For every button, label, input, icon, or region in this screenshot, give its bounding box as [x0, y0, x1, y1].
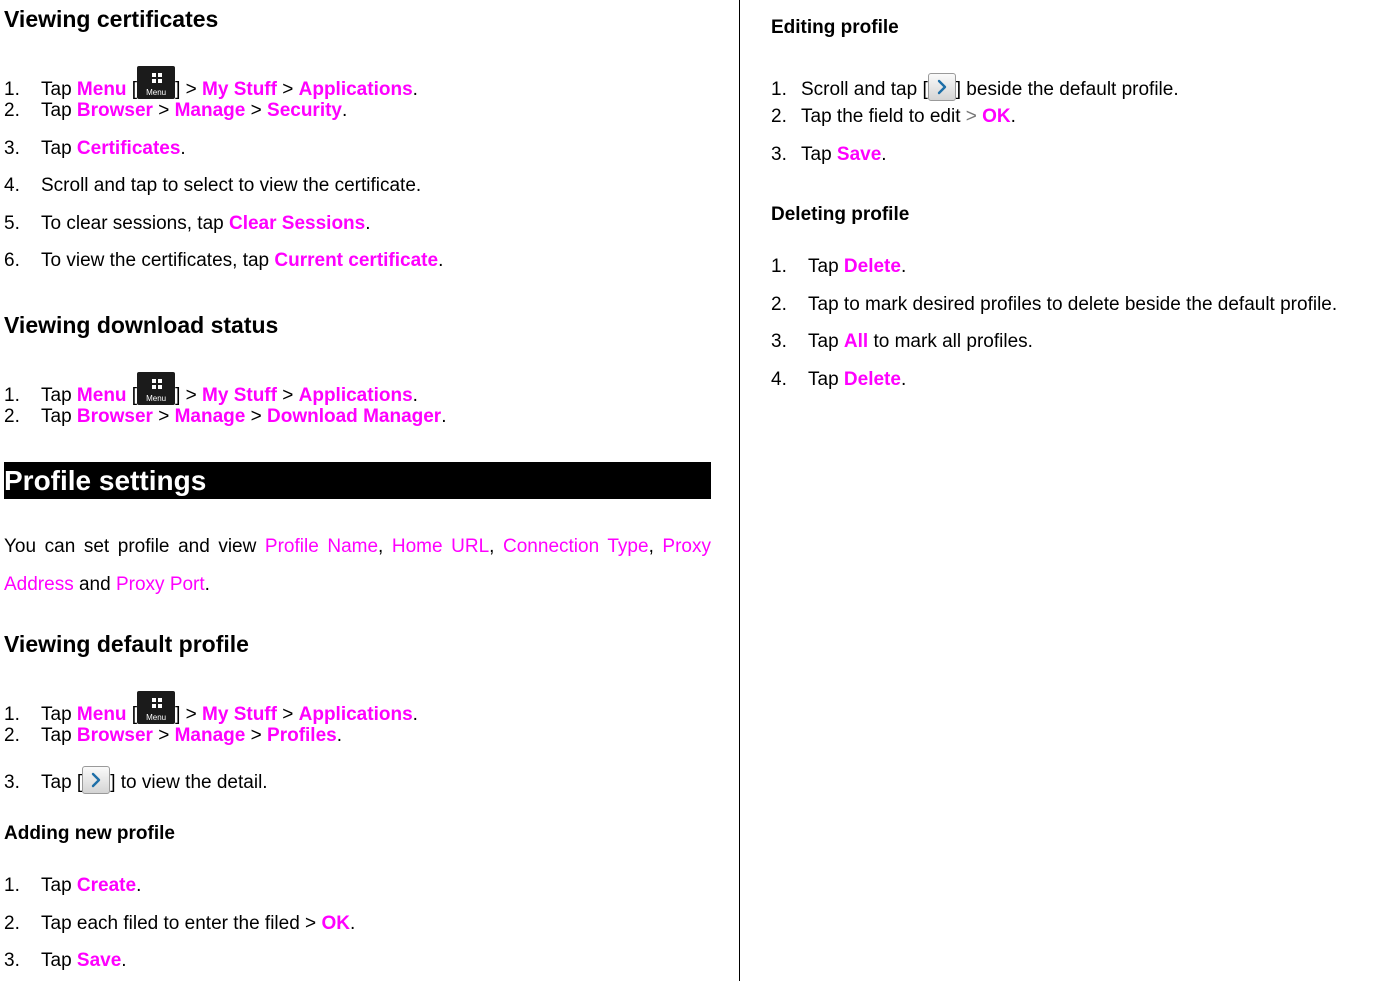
step-add-2: 2. Tap each filed to enter the filed > OK.	[4, 913, 356, 934]
profiles-link[interactable]: Profiles	[267, 725, 337, 746]
column-divider	[739, 0, 740, 981]
clear-sessions-link[interactable]: Clear Sessions	[228, 213, 366, 234]
manage-link[interactable]: Manage	[174, 100, 246, 121]
my-stuff-link[interactable]: My Stuff	[202, 79, 277, 100]
step-del-3: 3. Tap All to mark all profiles.	[771, 331, 1033, 352]
profile-name-term: Profile Name	[264, 536, 379, 557]
certificates-link[interactable]: Certificates	[76, 138, 181, 159]
menu-link[interactable]: Menu	[76, 385, 127, 406]
manage-link[interactable]: Manage	[174, 725, 246, 746]
step-edit-3: 3. Tap Save.	[771, 144, 887, 165]
section-banner-profile-settings: Profile settings	[4, 462, 711, 499]
proxy-address-term: Proxy Address	[4, 536, 711, 595]
download-manager-link[interactable]: Download Manager	[267, 406, 442, 427]
ok-link[interactable]: OK	[982, 106, 1011, 127]
step-vc-3: 3. Tap Certificates.	[4, 138, 186, 159]
current-certificate-link[interactable]: Current certificate	[274, 250, 439, 271]
manage-link[interactable]: Manage	[174, 406, 246, 427]
subsection-title-deleting-profile: Deleting profile	[771, 204, 910, 225]
chevron-right-icon	[82, 766, 110, 794]
home-url-term: Home URL	[391, 536, 490, 557]
my-stuff-link[interactable]: My Stuff	[202, 385, 277, 406]
step-del-4: 4. Tap Delete.	[771, 369, 907, 390]
browser-link[interactable]: Browser	[76, 406, 153, 427]
create-link[interactable]: Create	[76, 875, 137, 896]
menu-link[interactable]: Menu	[76, 79, 127, 100]
chevron-right-icon	[928, 73, 956, 101]
subsection-title-adding-new-profile: Adding new profile	[4, 823, 175, 844]
step-vd-1: 1. Tap Menu [ Menu ] > My Stuff > Applications.	[4, 372, 418, 408]
step-vd-2: 2. Tap Browser > Manage > Download Manager.	[4, 406, 447, 427]
applications-link[interactable]: Applications	[298, 704, 413, 725]
step-add-3: 3. Tap Save.	[4, 950, 127, 971]
subsection-title-editing-profile: Editing profile	[771, 17, 899, 38]
step-del-2: 2. Tap to mark desired profiles to delete beside the default profile.	[771, 294, 1338, 315]
my-stuff-link[interactable]: My Stuff	[202, 704, 277, 725]
section-title-viewing-download: Viewing download status	[4, 312, 279, 338]
step-vc-2: 2. Tap Browser > Manage > Security.	[4, 100, 348, 121]
section-title-viewing-certificates: Viewing certificates	[4, 6, 219, 32]
step-vc-1: 1. Tap Menu [ Menu ] > My Stuff > Applications.	[4, 66, 418, 102]
menu-grid-icon: Menu	[137, 372, 175, 405]
ok-link[interactable]: OK	[321, 913, 350, 934]
delete-link[interactable]: Delete	[843, 369, 901, 390]
profile-settings-intro: You can set profile and view Profile Name, Home URL, Connection Type, Proxy Address and Proxy Port.	[4, 536, 711, 595]
step-edit-2: 2. Tap the field to edit > OK.	[771, 106, 1016, 127]
connection-type-term: Connection Type	[503, 536, 649, 557]
step-add-1: 1. Tap Create.	[4, 875, 142, 896]
proxy-port-term: Proxy Port	[115, 574, 205, 595]
applications-link[interactable]: Applications	[298, 79, 413, 100]
step-vc-6: 6. To view the certificates, tap Current certificate.	[4, 250, 444, 271]
browser-link[interactable]: Browser	[76, 725, 153, 746]
step-vdp-1: 1. Tap Menu [ Menu ] > My Stuff > Applications.	[4, 691, 418, 727]
save-link[interactable]: Save	[76, 950, 122, 971]
security-link[interactable]: Security	[267, 100, 342, 121]
menu-link[interactable]: Menu	[76, 704, 127, 725]
step-vdp-3: 3. Tap [ ] to view the detail.	[4, 766, 268, 795]
delete-link[interactable]: Delete	[843, 256, 901, 277]
browser-link[interactable]: Browser	[76, 100, 153, 121]
step-del-1: 1. Tap Delete.	[771, 256, 907, 277]
all-link[interactable]: All	[843, 331, 869, 352]
step-vc-4: 4. Scroll and tap to select to view the certificate.	[4, 175, 422, 196]
step-vc-5: 5. To clear sessions, tap Clear Sessions.	[4, 213, 371, 234]
applications-link[interactable]: Applications	[298, 385, 413, 406]
step-vdp-2: 2. Tap Browser > Manage > Profiles.	[4, 725, 342, 746]
section-title-viewing-default-profile: Viewing default profile	[4, 631, 249, 657]
save-link[interactable]: Save	[836, 144, 882, 165]
step-edit-1: 1. Scroll and tap [ ] beside the default profile.	[771, 73, 1179, 102]
menu-grid-icon: Menu	[137, 691, 175, 724]
menu-grid-icon: Menu	[137, 66, 175, 99]
